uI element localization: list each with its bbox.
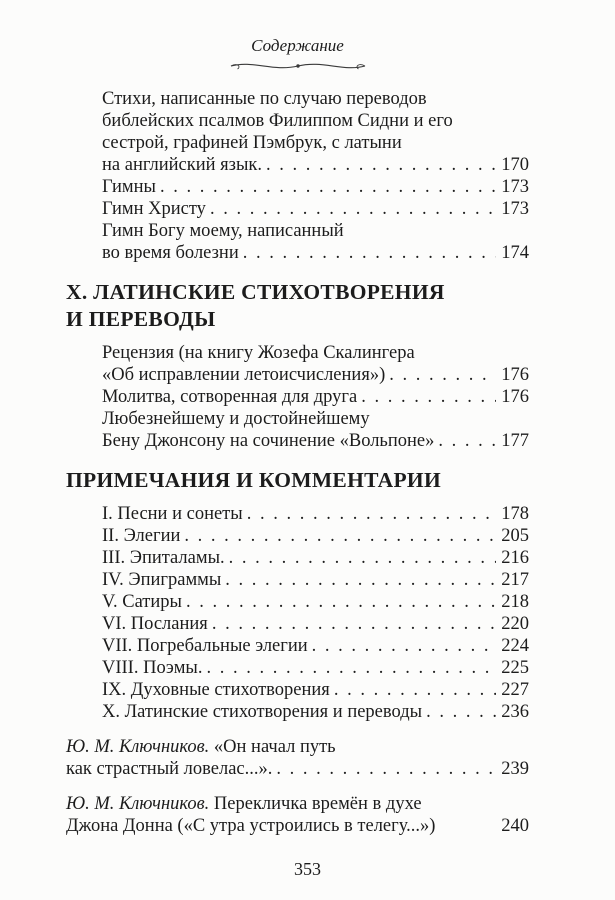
toc-entry-text: на английский язык. — [102, 155, 263, 175]
toc-entry — [102, 569, 529, 591]
toc-page-number: 170 — [501, 155, 529, 175]
dot-leader — [426, 701, 496, 723]
toc-page-number: 236 — [501, 702, 529, 722]
toc-entry — [102, 679, 529, 701]
toc-entry — [102, 386, 529, 408]
toc-entry-text: IV. Эпиграммы — [102, 570, 222, 590]
toc-entry — [102, 88, 529, 176]
toc-entry-line: Ю. М. Ключников. «Он начал путь — [66, 737, 336, 757]
toc-entry — [102, 701, 529, 723]
dot-leader — [361, 386, 496, 408]
toc-entry-line: Стихи, написанные по случаю переводов — [102, 89, 427, 109]
dot-leader — [247, 503, 497, 525]
toc-entry — [102, 591, 529, 613]
dot-leader — [160, 176, 496, 198]
toc-page-number: 216 — [501, 548, 529, 568]
toc-entry-text: V. Сатиры — [102, 592, 182, 612]
toc-entry-line: Гимн Богу моему, написанный — [102, 221, 344, 241]
toc-entry-text: III. Эпиталамы. — [102, 548, 225, 568]
toc-entry — [102, 547, 529, 569]
toc-entry — [102, 613, 529, 635]
toc-entry-author: Ю. М. Ключников. — [66, 794, 210, 814]
toc-entry-text: VI. Послания — [102, 614, 208, 634]
dot-leader — [312, 635, 497, 657]
toc-page-number: 225 — [501, 658, 529, 678]
dot-leader — [184, 525, 496, 547]
toc-entry-lastline — [102, 701, 529, 723]
dot-leader — [212, 613, 496, 635]
toc-entry-text: Бену Джонсону на сочинение «Вольпоне» — [102, 431, 435, 451]
page-folio: 353 — [294, 859, 321, 879]
toc-page-number: 224 — [501, 636, 529, 656]
toc-entry-text: как страстный ловелас...». — [66, 759, 273, 779]
toc-page-number: 218 — [501, 592, 529, 612]
toc-entry-text: Молитва, сотворенная для друга — [102, 387, 358, 407]
toc-page-number: 176 — [501, 365, 529, 385]
toc-entry-text: «Об исправлении летоисчисления») — [102, 365, 386, 385]
dot-leader — [438, 430, 496, 452]
toc-page-number: 177 — [501, 431, 529, 451]
toc-page-number: 173 — [501, 177, 529, 197]
toc-entry-lastline — [102, 569, 529, 591]
toc-entry-lastline — [102, 154, 529, 176]
dot-leader — [210, 198, 496, 220]
toc-entry — [102, 220, 529, 264]
toc-page-number: 173 — [501, 199, 529, 219]
toc-entry-text: VIII. Поэмы. — [102, 658, 203, 678]
toc-entry-line: Рецензия (на книгу Жозефа Скалингера — [102, 343, 415, 363]
dot-leader — [334, 679, 496, 701]
toc-entry-lastline — [102, 591, 529, 613]
toc-entry-text: Гимны — [102, 177, 156, 197]
toc-page-number: 220 — [501, 614, 529, 634]
toc-entry-lastline — [102, 386, 529, 408]
dot-leader — [186, 591, 496, 613]
toc-page-number: 217 — [501, 570, 529, 590]
toc-entry-line: сестрой, графиней Пэмбрук, с латыни — [102, 133, 402, 153]
toc-entry-lastline — [102, 430, 529, 452]
toc-entry-text: II. Элегии — [102, 526, 181, 546]
toc-entry-lastline — [102, 635, 529, 657]
toc-entry-lastline — [102, 176, 529, 198]
toc-list — [66, 88, 529, 837]
toc-entry — [66, 793, 529, 837]
toc-entry-line: библейских псалмов Филиппом Сидни и его — [102, 111, 453, 131]
toc-entry-author: Ю. М. Ключников. — [66, 737, 210, 757]
dot-leader — [225, 569, 496, 591]
toc-entry — [102, 408, 529, 452]
dot-leader — [206, 657, 496, 679]
toc-entry-text: IX. Духовные стихотворения — [102, 680, 330, 700]
toc-entry-lastline — [102, 525, 529, 547]
dot-leader — [276, 758, 496, 780]
toc-section-heading — [66, 279, 529, 333]
toc-entry-text: VII. Погребальные элегии — [102, 636, 308, 656]
toc-entry-text: X. Латинские стихотворения и переводы — [102, 702, 423, 722]
toc-entry — [102, 198, 529, 220]
dot-leader — [229, 547, 497, 569]
toc-entry-line: Ю. М. Ключников. Перекличка времён в духе — [66, 794, 422, 814]
toc-entry-lastline — [102, 547, 529, 569]
toc-entry — [102, 342, 529, 386]
toc-page-number: 205 — [501, 526, 529, 546]
toc-page-number: 174 — [501, 243, 529, 263]
toc-entry — [102, 503, 529, 525]
toc-page-number: 227 — [501, 680, 529, 700]
toc-entry — [66, 736, 529, 780]
toc-entry-text: Джона Донна («С утра устроились в телегу...») — [66, 816, 436, 836]
toc-entry — [102, 525, 529, 547]
toc-entry-lastline — [102, 503, 529, 525]
toc-page-number: 239 — [501, 759, 529, 779]
ornament-divider-icon — [66, 59, 529, 73]
toc-entry-lastline — [102, 679, 529, 701]
toc-entry-lastline — [102, 242, 529, 264]
toc-entry — [102, 176, 529, 198]
toc-entry-lastline — [102, 364, 529, 386]
toc-entry-lastline — [66, 815, 529, 837]
toc-entry-lastline — [66, 758, 529, 780]
toc-heading-line: X. ЛАТИНСКИЕ СТИХОТВОРЕНИЯ — [66, 280, 445, 304]
toc-entry-line: Любезнейшему и достойнейшему — [102, 409, 370, 429]
toc-page-number: 178 — [501, 504, 529, 524]
toc-entry — [102, 635, 529, 657]
toc-section-heading — [66, 467, 529, 494]
toc-entry-lastline — [102, 657, 529, 679]
dot-leader — [243, 242, 497, 264]
toc-page-number: 176 — [501, 387, 529, 407]
toc-entry — [102, 657, 529, 679]
toc-heading-line: ПРИМЕЧАНИЯ И КОММЕНТАРИИ — [66, 468, 441, 492]
toc-entry-text: Гимн Христу — [102, 199, 206, 219]
toc-entry-text: I. Песни и сонеты — [102, 504, 243, 524]
page-header-title: Содержание — [251, 36, 344, 55]
dot-leader — [389, 364, 496, 386]
dot-leader — [266, 154, 496, 176]
toc-heading-line: И ПЕРЕВОДЫ — [66, 307, 216, 331]
toc-entry-lastline — [102, 198, 529, 220]
toc-page-number: 240 — [501, 816, 529, 836]
toc-entry-lastline — [102, 613, 529, 635]
toc-entry-text: во время болезни — [102, 243, 239, 263]
